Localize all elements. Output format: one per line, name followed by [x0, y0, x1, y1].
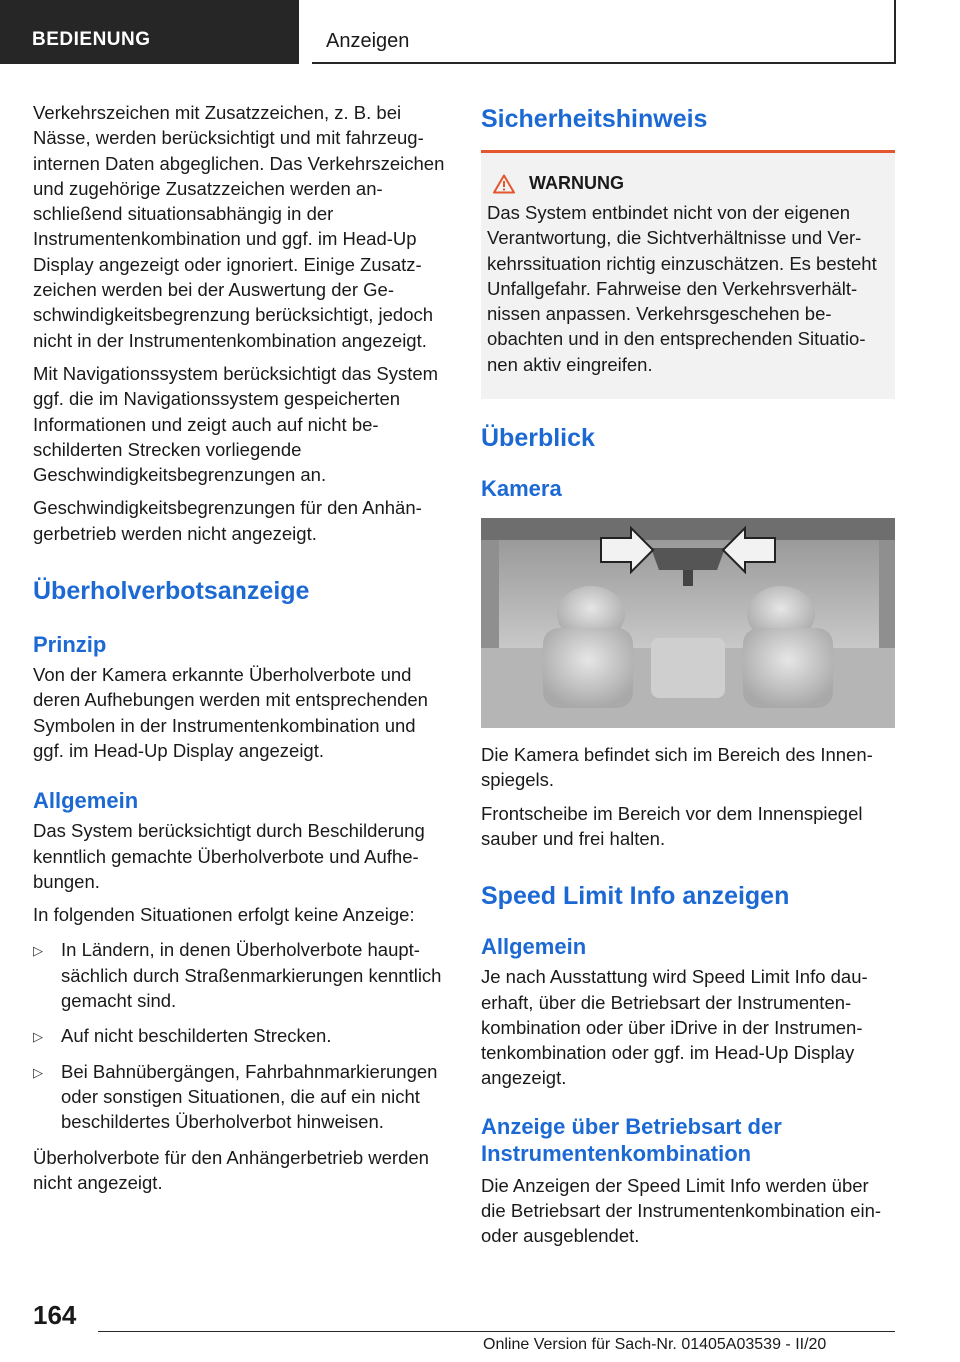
paragraph: In folgenden Situationen erfolgt keine Anzeige:: [33, 904, 415, 926]
paragraph: Verkehrszeichen mit Zusatzzeichen, z. B. bei Nässe, werden berücksichtigt und mit fahrzeuginternen Daten abgeglichen. Das Verkehrszeichen und zugehörige Zusatzzeichen werden anschließend situationsabhängig in der Instrumentenkombination und ggf. im Head-Up Display angezeigt oder ignoriert. Einige Zusatzzeichen werden bei der Auswertung der Geschwindigkeitsbegrenzung berücksichtigt, jedoch nicht in der Instrumentenkombination angezeigt.: [33, 102, 445, 351]
heading-sicherheitshinweis: Sicherheitshinweis: [481, 105, 708, 133]
paragraph: Mit Navigationssystem berücksichtigt das System ggf. die im Navigationssystem gespeicherten Informationen und zeigt auch auf nicht beschilderten Strecken vorliegende Geschwindigkeitsbegrenzungen an.: [33, 362, 439, 486]
warning-title: WARNUNG: [487, 173, 889, 194]
camera-location-photo: [481, 518, 895, 728]
heading-kamera: Kamera: [481, 476, 562, 502]
heading-ueberblick: Überblick: [481, 424, 595, 453]
paragraph: Geschwindigkeitsbegrenzungen für den Anhängerbetrieb werden nicht angezeigt.: [33, 497, 422, 544]
footer-version: Online Version für Sach-Nr. 01405A03539 - II/20: [483, 1336, 827, 1353]
paragraph: Von der Kamera erkannte Überholverbote und deren Aufhebungen werden mit entsprechenden Symbolen in der Instrumentenkombination und ggf. im Head-Up Display angezeigt.: [33, 664, 428, 761]
list-item: ▷ In Ländern, in denen Überholverbote hauptsächlich durch Straßenmarkierungen kenntlich gemacht sind.: [33, 939, 442, 1012]
right-column: [481, 100, 895, 1257]
triangle-bullet-icon: ▷: [33, 1029, 43, 1045]
heading-ueberholverbotsanzeige: Überholverbotsanzeige: [33, 577, 310, 606]
list-item: ▷ Bei Bahnübergängen, Fahrbahnmarkierungen oder sonstigen Situationen, die auf ein nicht beschildertes Überholverbot hinweisen.: [33, 1060, 438, 1133]
chapter-title: Anzeigen: [312, 0, 896, 64]
section-tab: BEDIENUNG: [0, 0, 299, 64]
heading-anzeige-betriebsart: Anzeige über Betriebsart der Instrumentenkombination: [481, 1113, 782, 1166]
warning-text: Das System entbindet nicht von der eigenen Verantwortung, die Sichtverhältnisse und Verkehrssituation richtig einzuschätzen. Es besteht Unfallgefahr. Fahrweise den Verkehrsverhältnissen anpassen. Verkehrsgeschehen beobachten und in den entsprechenden Situationen aktiv eingreifen.: [487, 202, 877, 375]
paragraph: Die Anzeigen der Speed Limit Info werden über die Betriebsart der Instrumentenkombination ein- oder ausgeblendet.: [481, 1174, 882, 1247]
page-header: [0, 0, 960, 64]
warning-box: [481, 150, 895, 399]
heading-allgemein: Allgemein: [481, 934, 587, 960]
heading-prinzip: Prinzip: [33, 632, 107, 658]
paragraph: Das System berücksichtigt durch Beschilderung kenntlich gemachte Überholverbote und Aufhebungen.: [33, 820, 425, 892]
paragraph: Die Kamera befindet sich im Bereich des Innenspiegels.: [481, 744, 873, 791]
left-column: [33, 100, 449, 1203]
footer-divider: [98, 1331, 895, 1332]
list-item: ▷ Auf nicht beschilderten Strecken.: [33, 1023, 449, 1048]
heading-speed-limit-info: Speed Limit Info anzeigen: [481, 882, 790, 911]
paragraph: Überholverbote für den Anhängerbetrieb werden nicht angezeigt.: [33, 1146, 429, 1193]
paragraph: Je nach Ausstattung wird Speed Limit Info dauerhaft, über die Betriebsart der Instrumentenkombination oder über iDrive in der Instrumentenkombination oder ggf. im Head-Up Display angezeigt.: [481, 966, 868, 1089]
heading-allgemein: Allgemein: [33, 788, 139, 814]
warning-triangle-icon: [493, 174, 515, 194]
page-number: 164: [33, 1300, 77, 1330]
paragraph: Frontscheibe im Bereich vor dem Innenspiegel sauber und frei halten.: [481, 802, 863, 849]
triangle-bullet-icon: ▷: [33, 943, 43, 959]
triangle-bullet-icon: ▷: [33, 1064, 43, 1080]
